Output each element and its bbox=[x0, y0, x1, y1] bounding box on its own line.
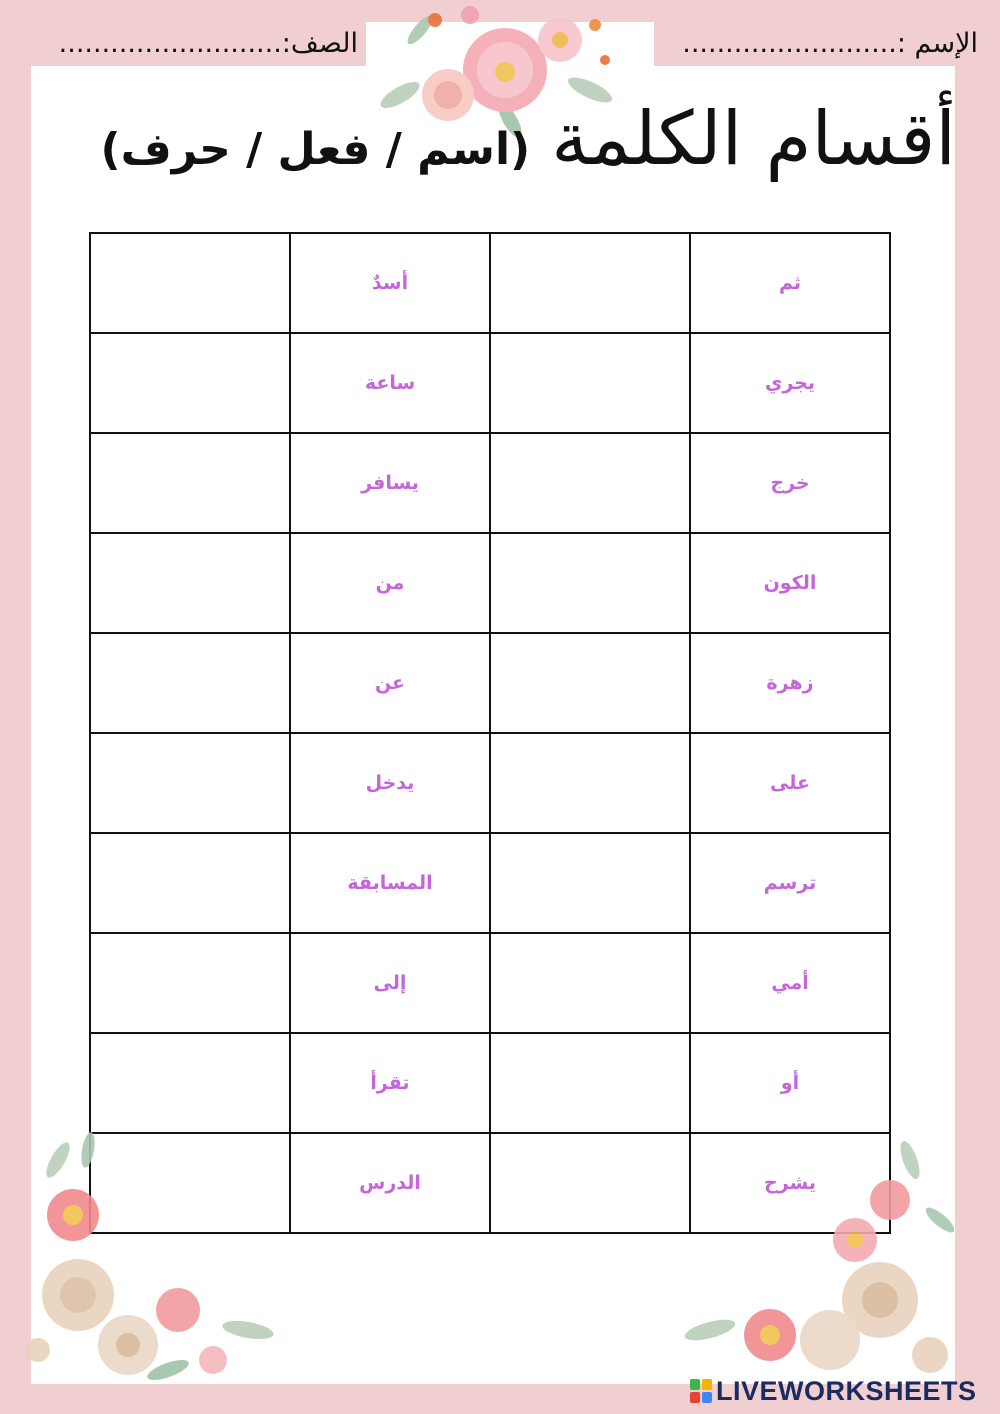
logo-square-2 bbox=[702, 1379, 712, 1390]
word-classification-table bbox=[89, 232, 891, 1234]
title-sub: (اسم / فعل / حرف) bbox=[100, 124, 531, 175]
answer-cell-a[interactable] bbox=[490, 433, 690, 533]
word-cell-b[interactable]: يدخل bbox=[290, 733, 490, 833]
word-cell-b[interactable]: يسافر bbox=[290, 433, 490, 533]
watermark-text: LIVEWORKSHEETS bbox=[716, 1375, 977, 1406]
table-row bbox=[90, 433, 890, 533]
word-cell-a[interactable]: زهرة bbox=[690, 633, 890, 733]
word-cell-b[interactable]: المسابقة bbox=[290, 833, 490, 933]
answer-cell-b[interactable] bbox=[90, 833, 290, 933]
table-row bbox=[90, 233, 890, 333]
answer-cell-b[interactable] bbox=[90, 933, 290, 1033]
answer-cell-b[interactable] bbox=[90, 533, 290, 633]
table-row bbox=[90, 633, 890, 733]
word-cell-a[interactable]: الكون bbox=[690, 533, 890, 633]
answer-cell-a[interactable] bbox=[490, 733, 690, 833]
word-cell-a[interactable]: أمي bbox=[690, 933, 890, 1033]
word-cell-b[interactable]: أسدٌ bbox=[290, 233, 490, 333]
word-cell-a[interactable]: يجري bbox=[690, 333, 890, 433]
word-cell-b[interactable]: إلى bbox=[290, 933, 490, 1033]
answer-cell-b[interactable] bbox=[90, 1033, 290, 1133]
word-cell-b[interactable]: تقرأ bbox=[290, 1033, 490, 1133]
table-row bbox=[90, 933, 890, 1033]
title-main: أقسام الكلمة bbox=[551, 96, 956, 182]
word-cell-a[interactable]: يشرح bbox=[690, 1133, 890, 1233]
answer-cell-a[interactable] bbox=[490, 1133, 690, 1233]
word-cell-a[interactable]: خرج bbox=[690, 433, 890, 533]
word-cell-a[interactable]: أو bbox=[690, 1033, 890, 1133]
liveworksheets-logo-icon bbox=[690, 1379, 712, 1403]
answer-cell-b[interactable] bbox=[90, 433, 290, 533]
logo-square-1 bbox=[690, 1379, 700, 1390]
answer-cell-b[interactable] bbox=[90, 233, 290, 333]
word-cell-a[interactable]: ثم bbox=[690, 233, 890, 333]
table-row bbox=[90, 333, 890, 433]
logo-square-3 bbox=[690, 1392, 700, 1403]
logo-square-4 bbox=[702, 1392, 712, 1403]
student-name-field[interactable]: الإسم :......................... bbox=[682, 28, 978, 59]
word-cell-b[interactable]: ساعة bbox=[290, 333, 490, 433]
table-row bbox=[90, 833, 890, 933]
table-row bbox=[90, 533, 890, 633]
table-row bbox=[90, 733, 890, 833]
answer-cell-a[interactable] bbox=[490, 633, 690, 733]
answer-cell-b[interactable] bbox=[90, 333, 290, 433]
liveworksheets-watermark bbox=[690, 1374, 977, 1408]
answer-cell-a[interactable] bbox=[490, 933, 690, 1033]
answer-cell-a[interactable] bbox=[490, 233, 690, 333]
answer-cell-b[interactable] bbox=[90, 633, 290, 733]
table-row bbox=[90, 1033, 890, 1133]
word-cell-a[interactable]: على bbox=[690, 733, 890, 833]
word-cell-b[interactable]: عن bbox=[290, 633, 490, 733]
answer-cell-a[interactable] bbox=[490, 533, 690, 633]
word-cell-a[interactable]: ترسم bbox=[690, 833, 890, 933]
word-cell-b[interactable]: من bbox=[290, 533, 490, 633]
answer-cell-a[interactable] bbox=[490, 333, 690, 433]
answer-cell-a[interactable] bbox=[490, 1033, 690, 1133]
bottom-left-flower-decoration bbox=[18, 1130, 288, 1390]
worksheet-title bbox=[101, 96, 956, 182]
answer-cell-b[interactable] bbox=[90, 733, 290, 833]
answer-cell-a[interactable] bbox=[490, 833, 690, 933]
bottom-right-flower-decoration bbox=[680, 1130, 960, 1390]
word-cell-b[interactable]: الدرس bbox=[290, 1133, 490, 1233]
student-class-field[interactable]: الصف:.......................... bbox=[58, 28, 358, 59]
